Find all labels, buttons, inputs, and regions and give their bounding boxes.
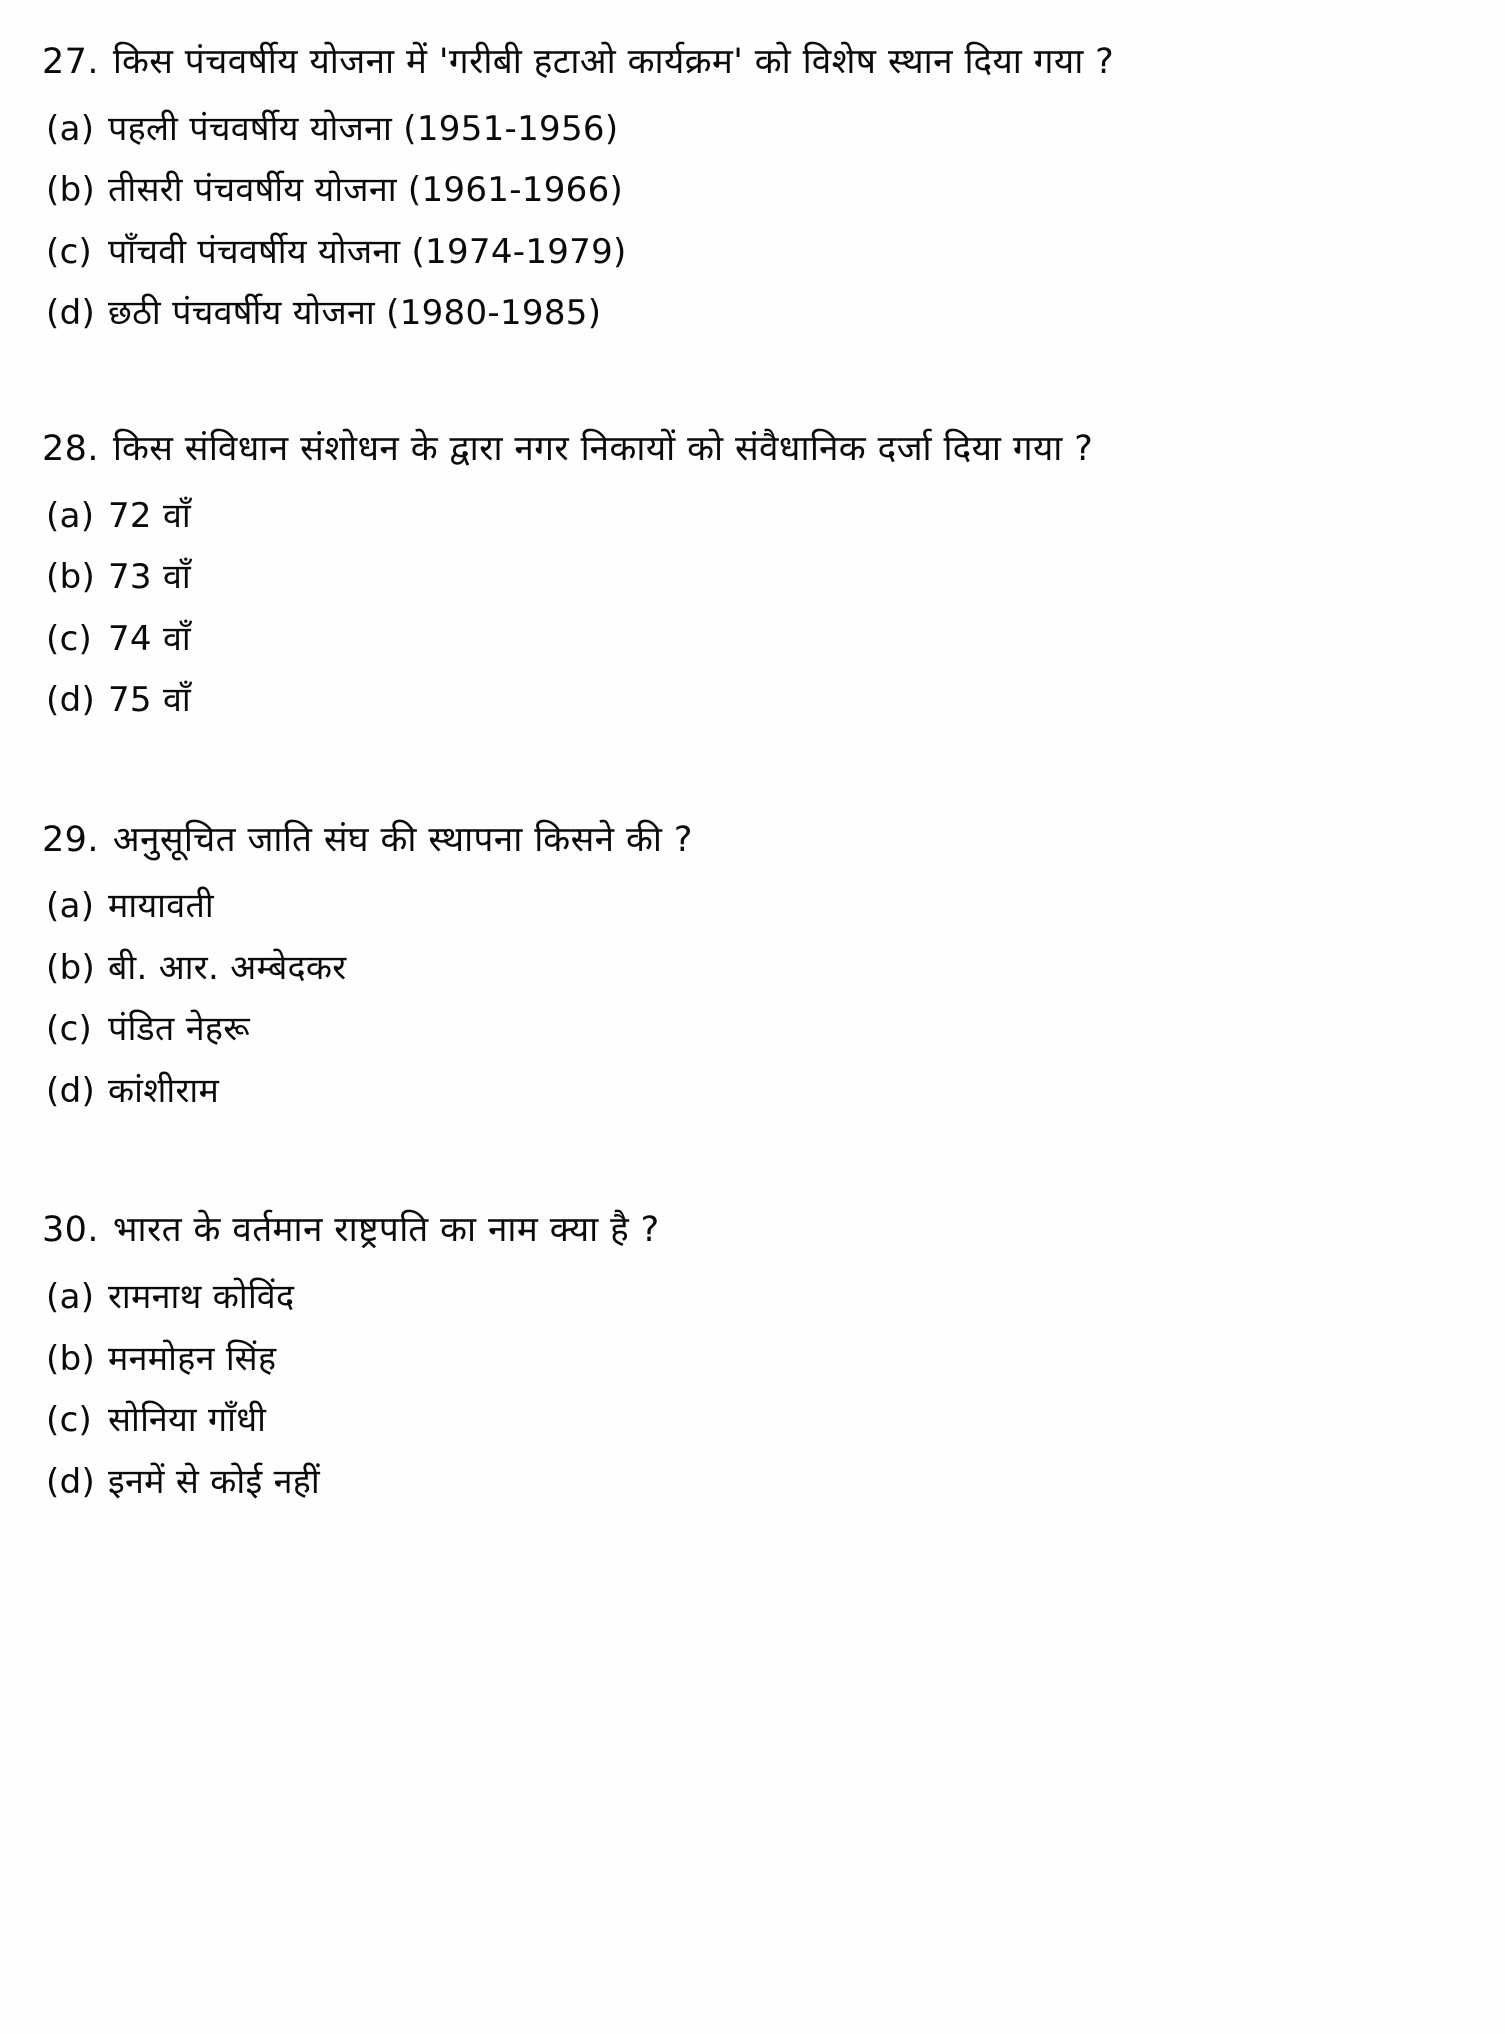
question-line xyxy=(42,818,1469,863)
question-line xyxy=(42,427,1469,472)
question-number: 28. xyxy=(42,428,99,469)
option-label-a: (a) xyxy=(46,886,95,927)
question-text: अनुसूचित जाति संघ की स्थापना किसने की ? xyxy=(112,819,693,860)
option-label-a: (a) xyxy=(46,1277,95,1318)
option-label-b: (b) xyxy=(46,170,96,211)
option-row-a[interactable] xyxy=(42,1276,1469,1319)
option-text-d: छठी पंचवर्षीय योजना (1980-1985) xyxy=(108,293,602,334)
option-text-c: पाँचवी पंचवर्षीय योजना (1974-1979) xyxy=(108,231,627,272)
option-row-d[interactable] xyxy=(42,679,1469,722)
option-text-c: सोनिया गाँधी xyxy=(108,1400,267,1441)
option-text-b: बी. आर. अम्बेदकर xyxy=(108,947,347,988)
option-label-c: (c) xyxy=(46,618,93,659)
question-line xyxy=(42,1208,1469,1253)
option-text-a: पहली पंचवर्षीय योजना (1951-1956) xyxy=(108,108,619,149)
questions-container xyxy=(42,40,1469,1503)
option-row-c[interactable] xyxy=(42,1399,1469,1442)
question-text: किस संविधान संशोधन के द्वारा नगर निकायों को संवैधानिक दर्जा दिया गया ? xyxy=(112,428,1094,469)
option-text-b: मनमोहन सिंह xyxy=(108,1338,277,1379)
option-text-b: 73 वाँ xyxy=(108,557,191,598)
question-number: 29. xyxy=(42,819,99,860)
option-row-a[interactable] xyxy=(42,885,1469,928)
option-text-c: 74 वाँ xyxy=(108,618,191,659)
option-text-a: मायावती xyxy=(108,886,214,927)
option-label-c: (c) xyxy=(46,1009,93,1050)
question-line xyxy=(42,40,1469,85)
option-text-d: 75 वाँ xyxy=(108,680,191,721)
option-text-c: पंडित नेहरू xyxy=(108,1009,250,1050)
option-label-d: (d) xyxy=(46,1070,96,1111)
option-row-b[interactable] xyxy=(42,1338,1469,1381)
option-label-d: (d) xyxy=(46,1461,96,1502)
option-row-d[interactable] xyxy=(42,1070,1469,1113)
option-label-b: (b) xyxy=(46,1338,96,1379)
option-row-a[interactable] xyxy=(42,495,1469,538)
option-label-a: (a) xyxy=(46,108,95,149)
option-row-d[interactable] xyxy=(42,1461,1469,1504)
option-label-d: (d) xyxy=(46,293,96,334)
question-block-29 xyxy=(42,818,1469,1113)
option-row-b[interactable] xyxy=(42,169,1469,212)
option-text-a: रामनाथ कोविंद xyxy=(108,1277,295,1318)
question-number: 30. xyxy=(42,1210,99,1251)
option-label-d: (d) xyxy=(46,680,96,721)
option-label-a: (a) xyxy=(46,495,95,536)
option-row-d[interactable] xyxy=(42,292,1469,335)
question-block-28 xyxy=(42,427,1469,722)
option-row-a[interactable] xyxy=(42,108,1469,151)
question-text: भारत के वर्तमान राष्ट्रपति का नाम क्या है ? xyxy=(112,1210,660,1251)
option-row-b[interactable] xyxy=(42,947,1469,990)
question-block-30 xyxy=(42,1208,1469,1503)
option-label-b: (b) xyxy=(46,947,96,988)
option-row-c[interactable] xyxy=(42,1008,1469,1051)
question-number: 27. xyxy=(42,42,99,82)
option-row-b[interactable] xyxy=(42,556,1469,599)
option-label-c: (c) xyxy=(46,1400,93,1441)
option-label-c: (c) xyxy=(46,231,93,272)
question-text: किस पंचवर्षीय योजना में 'गरीबी हटाओ कार्यक्रम' को विशेष स्थान दिया गया ? xyxy=(112,42,1115,82)
option-text-a: 72 वाँ xyxy=(108,495,191,536)
option-text-b: तीसरी पंचवर्षीय योजना (1961-1966) xyxy=(108,170,624,211)
option-text-d: इनमें से कोई नहीं xyxy=(108,1461,320,1502)
option-row-c[interactable] xyxy=(42,618,1469,661)
option-text-d: कांशीराम xyxy=(108,1070,220,1111)
question-block-27 xyxy=(42,40,1469,335)
option-label-b: (b) xyxy=(46,557,96,598)
option-row-c[interactable] xyxy=(42,231,1469,274)
